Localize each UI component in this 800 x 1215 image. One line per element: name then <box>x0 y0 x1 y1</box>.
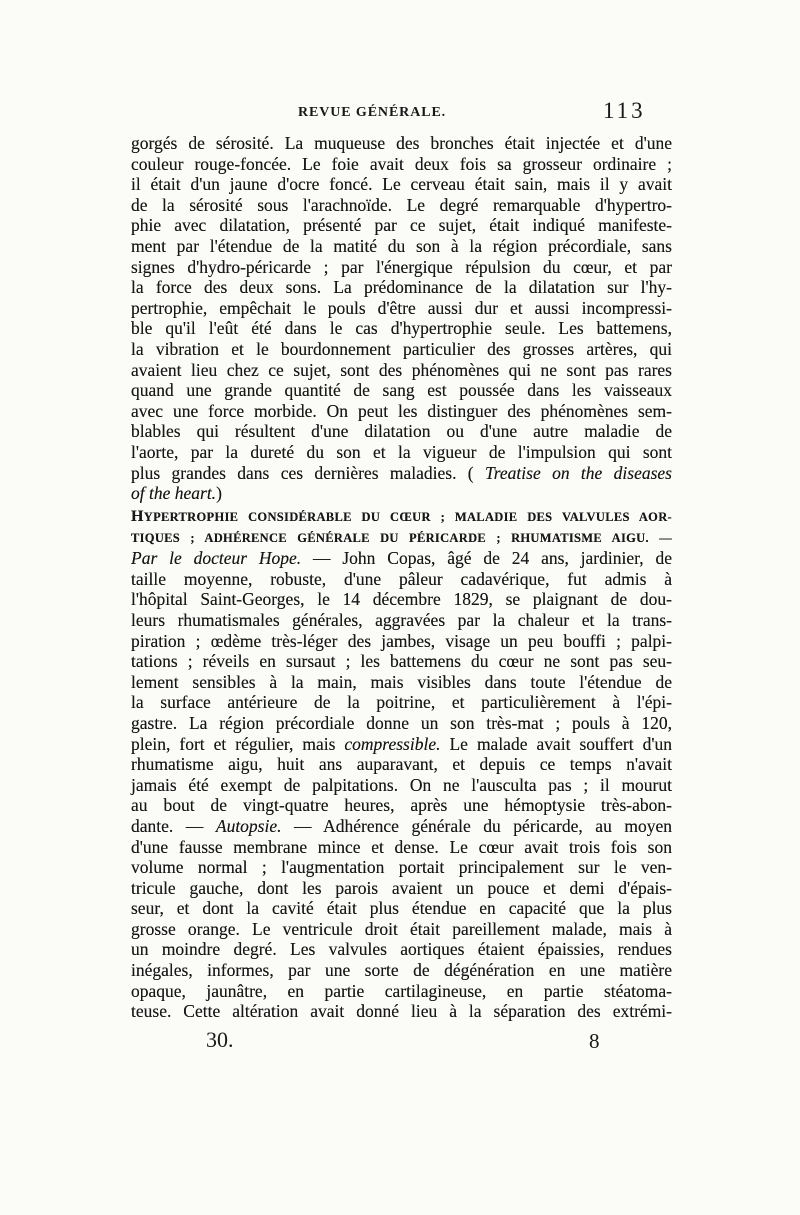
text-line: inégales, informes, par une sorte de dégénération en une matière <box>131 960 672 981</box>
text-line: piration ; œdème très-léger des jambes, visage un peu bouffi ; palpi- <box>131 630 672 651</box>
section-heading-line: TIQUES ; ADHÉRENCE GÉNÉRALE DU PÉRICARDE ; RHUMATISME AIGU. — <box>131 530 672 545</box>
text-segment: ) <box>216 483 222 504</box>
text-line: couleur rouge-foncée. Le foie avait deux fois sa grosseur ordinaire ; <box>131 153 672 174</box>
text-line: l'aorte, par la dureté du son et la vigueur de l'impulsion qui sont <box>131 441 672 462</box>
text-line: ble qu'il l'eût été dans le cas d'hypertrophie seule. Les battemens, <box>131 318 672 339</box>
author-italic: Par le docteur Hope. <box>131 548 302 569</box>
text-line: de la sérosité sous l'arachnoïde. Le degré remarquable d'hypertro- <box>131 194 672 215</box>
text-line: lement sensibles à la main, mais visibles dans toute l'étendue de <box>131 671 672 692</box>
text-line: teuse. Cette altération avait donné lieu à la séparation des extrémi- <box>131 1001 672 1022</box>
text-line <box>131 483 672 504</box>
text-line: tricule gauche, dont les parois avaient un pouce et demi d'épais- <box>131 877 672 898</box>
autopsy-label-italic: Autopsie. <box>215 815 282 836</box>
text-line: avec une force morbide. On peut les distinguer des phénomènes sem- <box>131 400 672 421</box>
volume-mark: 30. <box>206 1027 234 1052</box>
text-segment: plus grandes dans ces dernières maladies. ( <box>131 462 485 483</box>
text-line <box>131 734 672 755</box>
book-title-italic: Treatise on the diseases <box>484 462 672 483</box>
text-line: au bout de vingt-quatre heures, après une hémoptysie très-abon- <box>131 795 672 816</box>
text-line: la force des deux sons. La prédominance de la dilatation sur l'hy- <box>131 277 672 298</box>
text-line <box>131 816 672 837</box>
text-line: quand une grande quantité de sang est poussée dans les vaisseaux <box>131 380 672 401</box>
text-line: avaient lieu chez ce sujet, sont des phénomènes qui ne sont pas rares <box>131 359 672 380</box>
signature-number: 8 <box>589 1029 600 1053</box>
text-line: leurs rhumatismales générales, aggravées par la chaleur et la trans- <box>131 609 672 630</box>
text-line: blables qui résultent d'une dilatation ou d'une autre maladie de <box>131 421 672 442</box>
text-segment: — Adhérence générale du péricarde, au moyen <box>281 815 673 836</box>
section-heading-line: HYPERTROPHIE CONSIDÉRABLE DU CŒUR ; MALADIE DES VALVULES AOR- <box>131 508 672 525</box>
page-number: 113 <box>603 98 646 123</box>
text-line: ment par l'étendue de la matité du son à la région précordiale, sans <box>131 235 672 256</box>
text-line <box>131 463 672 484</box>
book-title-italic: of the heart. <box>131 483 217 504</box>
text-line: opaque, jaunâtre, en partie cartilagineuse, en partie stéatoma- <box>131 980 672 1001</box>
text-segment: dante. — <box>131 815 216 836</box>
text-line: la surface antérieure de la poitrine, et particulièrement à l'épi- <box>131 692 672 713</box>
text-line: il était d'un jaune d'ocre foncé. Le cerveau était sain, mais il y avait <box>131 174 672 195</box>
text-line: gorgés de sérosité. La muqueuse des bronches était injectée et d'une <box>131 133 672 153</box>
text-line: volume normal ; l'augmentation portait principalement sur le ven- <box>131 857 672 878</box>
text-segment: — John Copas, âgé de 24 ans, jardinier, de <box>301 548 672 569</box>
text-line: l'hôpital Saint-Georges, le 14 décembre 1829, se plaignant de dou- <box>131 589 672 610</box>
text-segment: Le malade avait souffert d'un <box>440 733 672 754</box>
text-line: phie avec dilatation, présenté par ce sujet, était indiqué manifeste- <box>131 215 672 236</box>
text-line: la vibration et le bourdonnement particulier des grosses artères, qui <box>131 338 672 359</box>
running-title: REVUE GÉNÉRALE. <box>298 105 447 120</box>
text-line <box>131 548 672 569</box>
case-report <box>131 507 672 1022</box>
text-line: rhumatisme aigu, huit ans auparavant, et depuis ce temps n'avait <box>131 754 672 775</box>
text-line: seur, et dont la cavité était plus étendue en capacité que la plus <box>131 898 672 919</box>
text-line: d'une fausse membrane mince et dense. Le cœur avait trois fois son <box>131 836 672 857</box>
text-line: taille moyenne, robuste, d'une pâleur cadavérique, fut admis à <box>131 568 672 589</box>
text-line: tations ; réveils en sursaut ; les battemens du cœur ne sont pas seu- <box>131 651 672 672</box>
text-line: pertrophie, empêchait le pouls d'être aussi dur et aussi incompressi- <box>131 297 672 318</box>
text-line: signes d'hydro-péricarde ; par l'énergique répulsion du cœur, et par <box>131 256 672 277</box>
text-line: grosse orange. Le ventricule droit était pareillement malade, mais à <box>131 918 672 939</box>
emphasis-italic: compressible. <box>344 733 441 754</box>
paragraph-continued <box>131 133 672 504</box>
text-line: gastre. La région précordiale donne un son très-mat ; pouls à 120, <box>131 712 672 733</box>
text-line: jamais été exempt de palpitations. On ne l'ausculta pas ; il mourut <box>131 774 672 795</box>
text-segment: plein, fort et régulier, mais <box>131 733 345 754</box>
text-line: un moindre degré. Les valvules aortiques étaient épaissies, rendues <box>131 939 672 960</box>
